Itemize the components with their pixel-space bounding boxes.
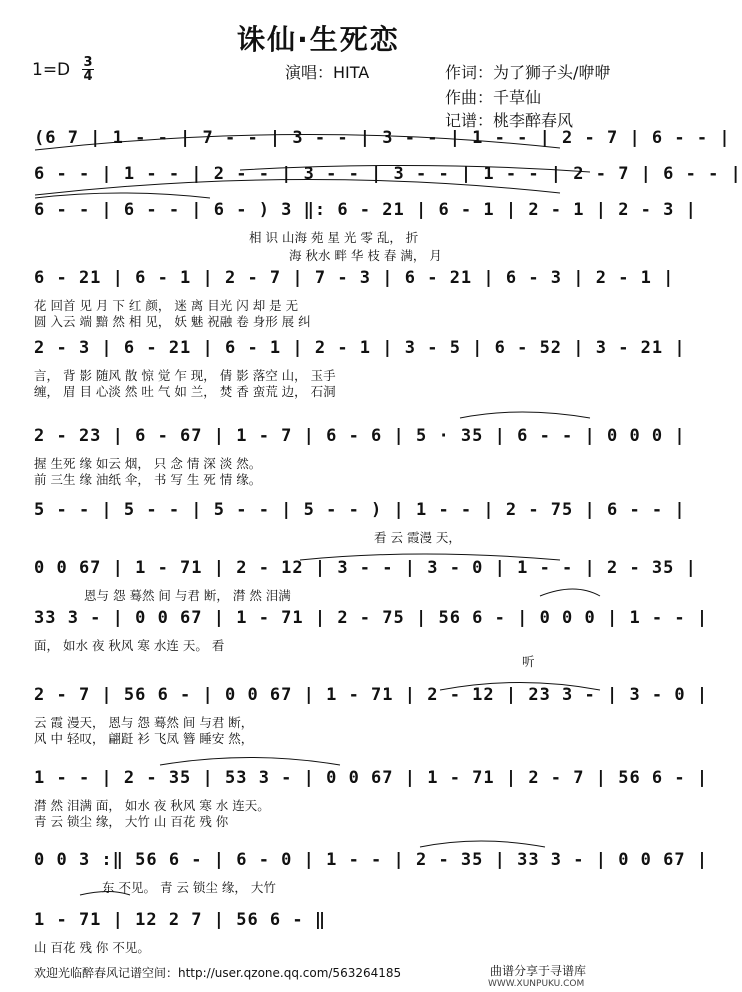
notes-line: 0 0 3 :‖ 56 6 - | 6 - 0 | 1 - - | 2 - 35 | 33 3 - | 0 0 67 |	[34, 850, 709, 870]
notes-line: (6 7 | 1 - - | 7 - - | 3 - - | 3 - - | 1 - - | 2 - 7 | 6 - - |	[34, 128, 731, 148]
lyric-verse-1: 言， 背 影 随风 散 惊 觉 乍 现， 倩 影 落空 山， 玉手	[34, 368, 336, 383]
lyric-verse-1: 潸 然 泪满 面， 如水 夜 秋风 寒 水 连天。	[34, 798, 270, 813]
lyric-verse-1: 握 生死 缘 如云 烟， 只 念 情 深 淡 然。	[34, 456, 262, 471]
watermark-url: WWW.XUNPUKU.COM	[488, 979, 585, 989]
notes-line: 2 - 23 | 6 - 67 | 1 - 7 | 6 - 6 | 5 · 35 | 6 - - | 0 0 0 |	[34, 426, 686, 446]
singer-credit: 演唱：HITA	[285, 63, 370, 82]
notes-line: 33 3 - | 0 0 67 | 1 - 71 | 2 - 75 | 56 6 - | 0 0 0 | 1 - - |	[34, 608, 709, 628]
notes-line: 5 - - | 5 - - | 5 - - | 5 - - ) | 1 - - | 2 - 75 | 6 - - |	[34, 500, 686, 520]
notes-line: 1 - 71 | 12 2 7 | 56 6 - ‖	[34, 910, 327, 930]
transcriber-credit: 记谱：桃李醉春风	[445, 111, 574, 130]
notes-line: 2 - 3 | 6 - 21 | 6 - 1 | 2 - 1 | 3 - 5 | 6 - 52 | 3 - 21 |	[34, 338, 686, 358]
notes-line: 6 - 21 | 6 - 1 | 2 - 7 | 7 - 3 | 6 - 21 | 6 - 3 | 2 - 1 |	[34, 268, 675, 288]
lyric-verse-1: 面， 如水 夜 秋风 寒 水连 天。 看	[34, 638, 225, 653]
lyric-verse-1: 东 不见。 青 云 锁尘 缘， 大竹	[102, 880, 276, 895]
watermark-text: 曲谱分享于寻谱库	[490, 964, 587, 978]
footer-text: 欢迎光临醉春风记谱空间：http://user.qzone.qq.com/563264185	[34, 966, 402, 980]
lyric-verse-2: 风 中 轻叹， 翩跹 衫 飞凤 簪 睡安 然，	[34, 731, 254, 746]
lyric-verse-2: 青 云 锁尘 缘， 大竹 山 百花 残 你	[34, 814, 229, 829]
lyric-verse-1: 花 回首 见 月 下 红 颜， 迷 离 目光 闪 却 是 无	[34, 298, 299, 313]
notes-line: 1 - - | 2 - 35 | 53 3 - | 0 0 67 | 1 - 71 | 2 - 7 | 56 6 - |	[34, 768, 709, 788]
time-signature-bottom: 4	[83, 69, 93, 84]
lyric-verse-1: 恩与 怨 蓦然 间 与君 断， 潸 然 泪满	[84, 588, 291, 603]
composer-credit: 作曲：千草仙	[445, 88, 542, 107]
lyric-verse-1: 云 霞 漫天， 恩与 怨 蓦然 间 与君 断，	[34, 715, 254, 730]
song-title: 诛仙·生死恋	[237, 23, 400, 56]
lyricist-credit: 作词：为了狮子头/咿咿	[445, 63, 611, 82]
key-signature: 1=D	[32, 60, 71, 80]
lyric-verse-2: 圆 入云 端 黯 然 相 见， 妖 魅 祝融 卷 身形 展 纠	[34, 314, 311, 329]
notes-line: 6 - - | 1 - - | 2 - - | 3 - - | 3 - - | 1 - - | 2 - 7 | 6 - - |	[34, 164, 742, 184]
lyric-verse-2: 缠， 眉 目 心淡 然 吐 气 如 兰， 焚 香 蛮荒 边， 石洞	[34, 384, 336, 399]
lyric-verse-2: 前 三生 缘 油纸 伞， 书 写 生 死 情 缘。	[34, 472, 262, 487]
notes-line: 0 0 67 | 1 - 71 | 2 - 12 | 3 - - | 3 - 0 | 1 - - | 2 - 35 |	[34, 558, 697, 578]
time-signature-top: 3	[83, 55, 93, 70]
lyric-verse-1: 山 百花 残 你 不见。	[34, 940, 150, 955]
lyric-verse-1: 相 识 山海 苑 星 光 零 乱， 折	[249, 230, 419, 245]
lyric-verse-2: 听	[522, 654, 535, 669]
score-body	[34, 120, 742, 990]
notes-line: 6 - - | 6 - - | 6 - ) 3 ‖: 6 - 21 | 6 - 1 | 2 - 1 | 2 - 3 |	[34, 200, 697, 220]
notes-line: 2 - 7 | 56 6 - | 0 0 67 | 1 - 71 | 2 - 12 | 23 3 - | 3 - 0 |	[34, 685, 709, 705]
lyric-verse-2: 海 秋水 畔 华 枝 春 满， 月	[289, 248, 442, 263]
lyric-verse-1: 看 云 霞漫 天，	[374, 530, 461, 545]
